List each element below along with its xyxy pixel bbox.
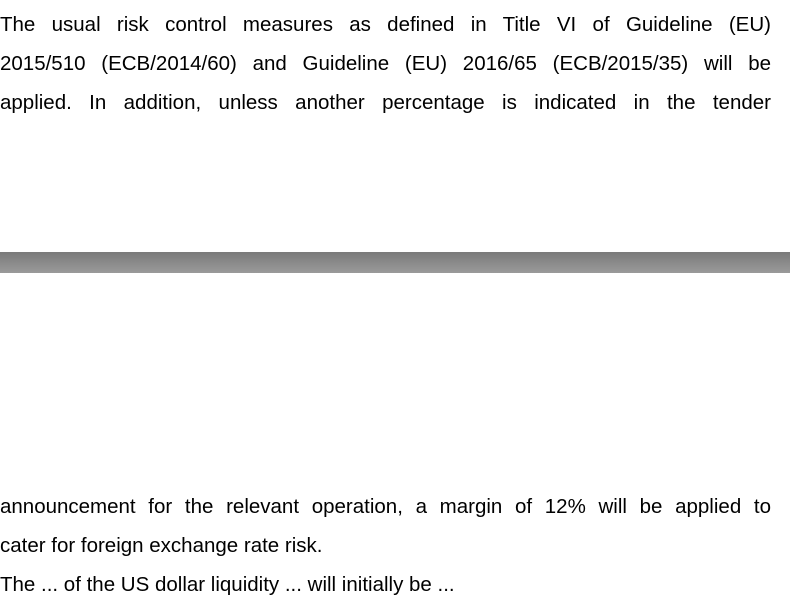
text-line: applied. In addition, unless another percentage is indicated in the tender	[0, 91, 771, 114]
page-break-separator	[0, 252, 790, 273]
paragraph-margin-continuation	[0, 487, 771, 565]
text-line: cater for foreign exchange rate risk.	[0, 534, 323, 557]
text-line: 2015/510 (ECB/2014/60) and Guideline (EU) 2016/65 (ECB/2015/35) will be	[0, 52, 771, 75]
text-line: The usual risk control measures as defined in Title VI of Guideline (EU)	[0, 13, 771, 36]
paragraph-risk-control-measures	[0, 5, 771, 122]
text-line: announcement for the relevant operation, a margin of 12% will be applied to	[0, 495, 771, 518]
text-line-cut-off: The ... of the US dollar liquidity ... will initially be ...	[0, 573, 455, 596]
